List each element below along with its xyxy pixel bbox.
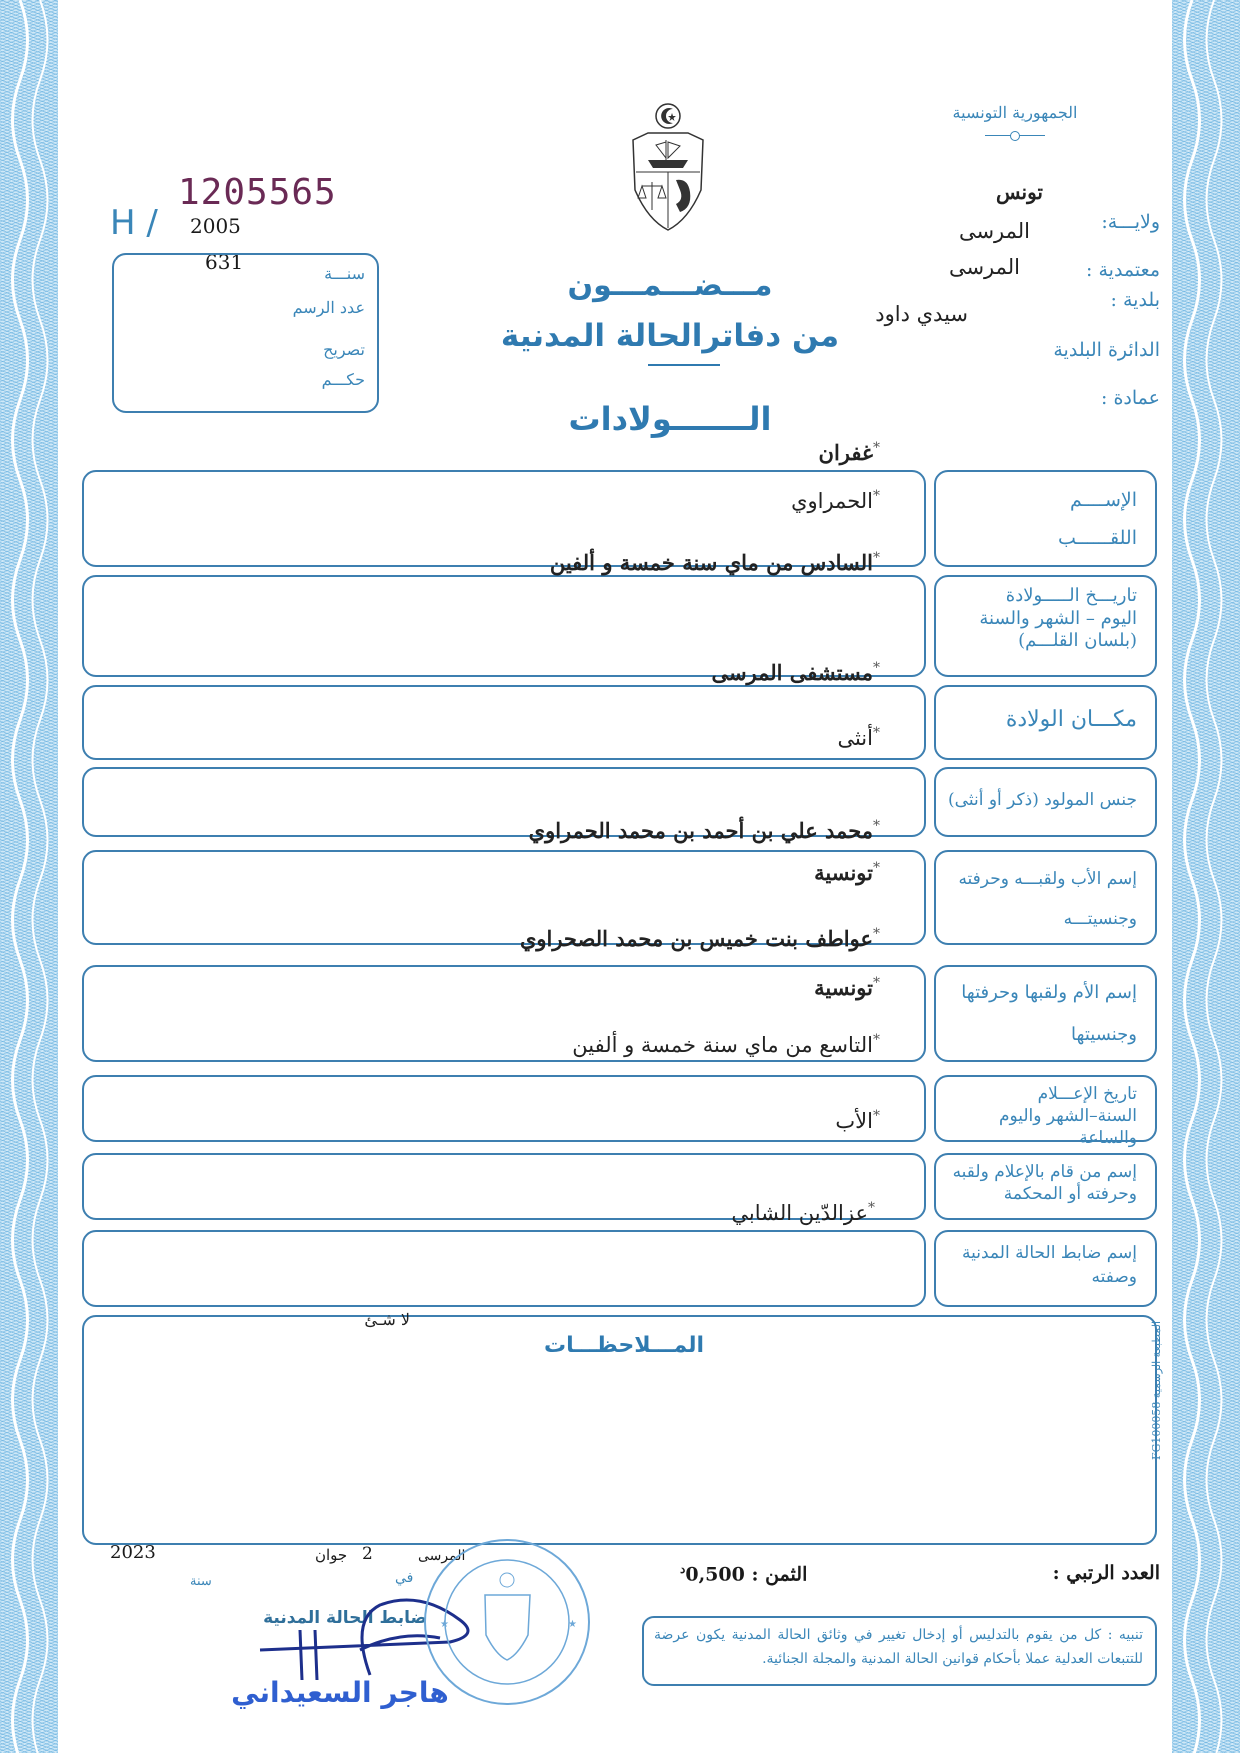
official-seal xyxy=(420,1535,595,1710)
svg-text:★: ★ xyxy=(440,1619,449,1630)
declaration-date-value-box xyxy=(82,1075,926,1142)
birth-date-label-box xyxy=(934,575,1157,677)
act-number-label: عدد الرسم xyxy=(292,298,365,317)
declaration-date-label-line2: السنة–الشهر واليوم والساعة xyxy=(998,1106,1137,1149)
right-guilloche-border xyxy=(1172,0,1240,1753)
officer-value-box xyxy=(82,1230,926,1307)
footer-month: جوان xyxy=(315,1546,348,1564)
birth-place-label: مكـــان الولادة xyxy=(1005,707,1137,732)
officer-label xyxy=(962,1242,1137,1290)
footer-place-prefix: في xyxy=(395,1570,414,1586)
birth-place-label-box xyxy=(934,685,1157,760)
sex-label: جنس المولود (ذكر أو أنثى) xyxy=(948,790,1137,810)
tunisia-coat-of-arms-icon xyxy=(628,100,708,235)
birth-date-label-line1: تاريـــخ الـــــولادة xyxy=(1005,585,1137,606)
declarant-value: *الأب xyxy=(835,1108,880,1133)
delegation-label: معتمدية : xyxy=(1086,259,1160,281)
remarks-box xyxy=(82,1315,1157,1545)
governorate-label: ولايـــة: xyxy=(1101,211,1160,233)
warning-text: تنبيه : كل من يقوم بالتدليس أو إدخال تغيير في وثائق الحالة المدنية يكون عرضة للتتبعات العدلية عملا بأحكام قوانين الحالة المدنية والمجلة الجنائية. xyxy=(654,1627,1143,1667)
father-label-line2: وجنسيتـــه xyxy=(1063,909,1137,929)
declarant-label-box xyxy=(934,1153,1157,1220)
currency-symbol: د xyxy=(680,1562,686,1576)
birth-date-label xyxy=(979,585,1137,653)
footer-place: المرسى xyxy=(418,1548,466,1564)
officer-label-box xyxy=(934,1230,1157,1307)
price-value: 0,500 xyxy=(685,1563,745,1586)
officer-label-line1: إسم ضابط الحالة المدنية xyxy=(962,1243,1137,1263)
officer-label-line2: وصفته xyxy=(1091,1266,1137,1287)
section-title-births: الـــــــولادات xyxy=(568,400,772,438)
father-label-box xyxy=(934,850,1157,945)
declarant-label-line2: وحرفته أو المحكمة xyxy=(1003,1184,1137,1205)
officer-name-stamp: هاجر السعيداني xyxy=(231,1676,449,1709)
first-name-label: الإســــم xyxy=(1070,489,1137,511)
father-name-value: *محمد علي بن أحمد بن محمد الحمراوي xyxy=(528,818,880,843)
sex-label-box xyxy=(934,767,1157,837)
officer-title: ضابط الحالة المدنية xyxy=(263,1608,427,1628)
registry-box xyxy=(112,253,379,413)
birth-place-value-box xyxy=(82,685,926,760)
registry-year-label: سنـــة xyxy=(324,264,365,283)
mother-label-line1: إسم الأم ولقبها وحرفتها xyxy=(961,982,1137,1003)
declaration-date-label xyxy=(936,1083,1137,1149)
mother-label-box xyxy=(934,965,1157,1062)
municipality-value: المرسى xyxy=(948,255,1020,279)
municipal-district-value: سيدي داود xyxy=(875,302,968,326)
title-underline xyxy=(648,364,720,366)
surname-label: اللقــــــب xyxy=(1057,527,1137,549)
declaration-date-label-line1: تاريخ الإعـــلام xyxy=(1037,1084,1137,1104)
serial-number-stamp: 1205565 xyxy=(178,172,337,213)
price xyxy=(680,1562,807,1585)
left-guilloche-border xyxy=(0,0,58,1753)
name-label-box xyxy=(934,470,1157,567)
divider-ornament xyxy=(1010,131,1020,141)
declaration-label: تصريح xyxy=(323,340,365,359)
father-label-line1: إسم الأب ولقبـــه وحرفته xyxy=(958,869,1137,889)
remarks-value: لا شـئ xyxy=(364,1310,410,1329)
declaration-date-label-box xyxy=(934,1075,1157,1149)
mother-label-line2: وجنسيتها xyxy=(1071,1024,1137,1045)
municipal-district-label: الدائرة البلدية xyxy=(1053,339,1160,361)
officer-value: *عزالدّين الشابي xyxy=(731,1200,875,1225)
svg-text:★: ★ xyxy=(568,1619,577,1630)
mother-name-value: *عواطف بنت خميس بن محمد الصحراوي xyxy=(519,926,880,951)
birth-date-value: *السادس من ماي سنة خمسة و ألفين xyxy=(549,550,880,575)
municipality-label: بلدية : xyxy=(1110,289,1160,311)
printer-mark: المطبعة الرسمية FG100058 xyxy=(1150,1321,1163,1460)
declaration-date-value: *التاسع من ماي سنة خمسة و ألفين xyxy=(572,1032,880,1057)
remarks-title: المـــلاحظـــات xyxy=(543,1333,705,1358)
imada-label: عمادة : xyxy=(1101,387,1160,409)
father-nationality-value: *تونسية xyxy=(814,860,880,885)
governorate-value: تونس xyxy=(996,180,1043,204)
mother-nationality-value: *تونسية xyxy=(814,975,880,1000)
price-label: الثمن : xyxy=(751,1563,808,1586)
act-number: 631 xyxy=(205,250,244,274)
birth-place-value: *مستشفى المرسى xyxy=(711,660,880,685)
footer-year-label: سنة xyxy=(190,1574,212,1589)
serial-prefix: H / xyxy=(110,203,158,243)
registry-year: 2005 xyxy=(190,214,241,238)
document-title-line1: مـــضـــمـــون xyxy=(567,268,773,303)
declarant-label xyxy=(953,1161,1137,1205)
birth-date-label-line3: (بلسان القلـــم) xyxy=(1018,630,1137,651)
sex-value: *أنثى xyxy=(837,725,880,750)
birth-date-label-line2: اليوم – الشهر والسنة xyxy=(979,607,1137,629)
footer-day: 2 xyxy=(362,1544,373,1564)
footer-year: 2023 xyxy=(110,1542,156,1563)
document-title-line2: من دفاترالحالة المدنية xyxy=(500,318,840,354)
delegation-value: المرسى xyxy=(958,219,1030,243)
warning-box xyxy=(642,1616,1157,1686)
judgment-label: حكـــم xyxy=(321,370,365,389)
serial-number-label: العدد الرتبي : xyxy=(1052,1562,1160,1584)
surname-value: *الحمراوي xyxy=(791,488,880,513)
declarant-label-line1: إسم من قام بالإعلام ولقبه xyxy=(952,1162,1137,1182)
republic-title: الجمهورية التونسية xyxy=(952,103,1078,122)
first-name-value: *غفران xyxy=(818,440,880,465)
